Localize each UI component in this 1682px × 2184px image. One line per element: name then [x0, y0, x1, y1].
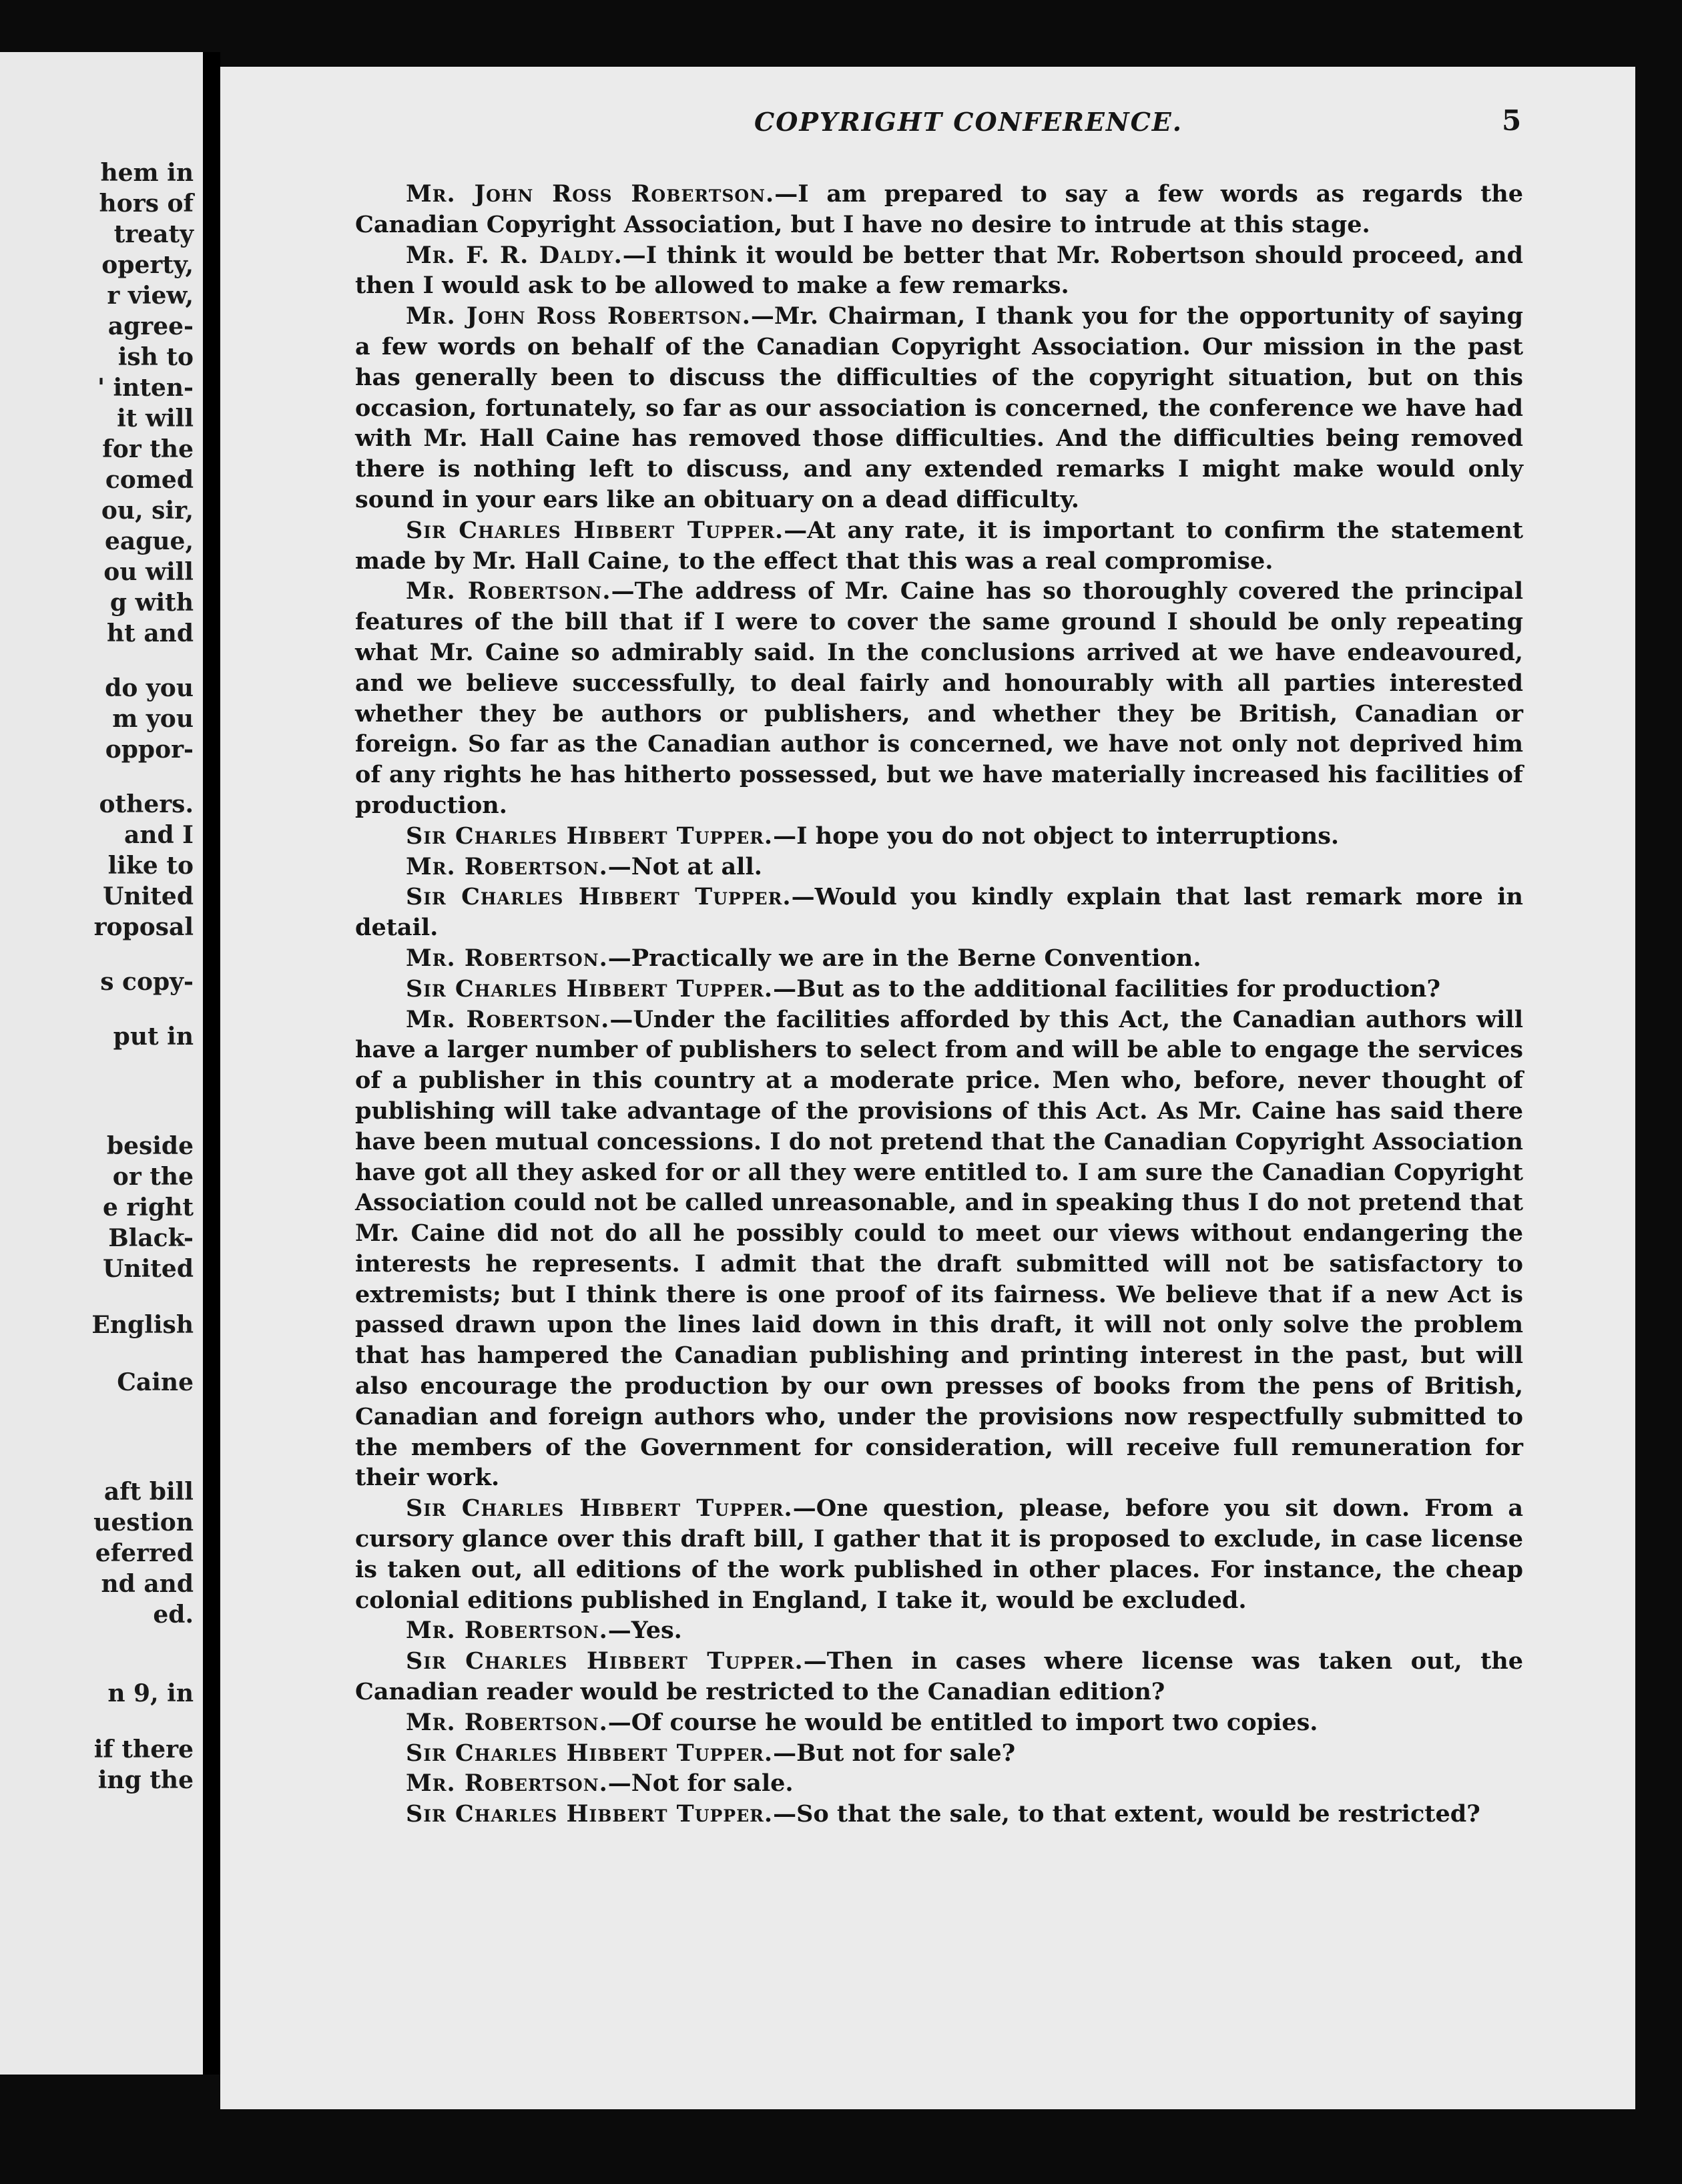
running-header-title: COPYRIGHT CONFERENCE.	[754, 107, 1183, 137]
left-page-line: g with	[109, 589, 194, 617]
left-page-line: agree-	[107, 312, 194, 340]
left-page-line: s copy-	[100, 968, 194, 996]
left-page-line: for the	[102, 435, 194, 463]
speaker-name: Mr. F. R. Daldy.	[406, 241, 623, 269]
left-page-line: m you	[112, 705, 194, 733]
speaker-name: Sir Charles Hibbert Tupper.	[406, 975, 774, 1003]
paragraph-text: —But as to the additional facilities for production?	[773, 975, 1441, 1003]
left-page-line: nd and	[101, 1570, 194, 1598]
left-page-line: e right	[102, 1193, 194, 1221]
speaker-name: Mr. Robertson.	[406, 1708, 608, 1736]
dialogue-paragraph	[355, 240, 1523, 302]
page-number: 5	[1502, 104, 1522, 137]
left-page-line: English	[91, 1311, 194, 1339]
speaker-name: Sir Charles Hibbert Tupper.	[406, 516, 784, 544]
dialogue-paragraph	[355, 943, 1523, 974]
left-page-line: beside	[106, 1132, 194, 1160]
dialogue-paragraph	[355, 974, 1523, 1005]
dialogue-paragraph	[355, 1738, 1523, 1769]
left-page-line: ht and	[106, 619, 194, 647]
dialogue-paragraph	[355, 1768, 1523, 1799]
left-page-line: eague,	[104, 527, 194, 555]
paragraph-text: —Not for sale.	[607, 1769, 794, 1798]
dialogue-paragraph	[355, 515, 1523, 577]
dialogue-paragraph	[355, 301, 1523, 515]
dialogue-paragraph	[355, 576, 1523, 820]
paragraph-text: —Practically we are in the Berne Convention.	[607, 944, 1201, 972]
left-page-line: r view,	[107, 282, 194, 310]
main-page	[220, 67, 1635, 2109]
speaker-name: Mr. Robertson.	[406, 852, 608, 880]
speaker-name: Mr. Robertson.	[406, 944, 608, 972]
left-page-line: or the	[112, 1163, 194, 1191]
paragraph-text: —Of course he would be entitled to import two copies.	[607, 1708, 1318, 1736]
speaker-name: Mr. Robertson.	[406, 577, 611, 605]
left-page-line: oppor-	[105, 736, 194, 764]
paragraph-text: —Not at all.	[607, 852, 762, 880]
left-page-line: aft bill	[103, 1478, 194, 1506]
left-page-line: hors of	[99, 190, 194, 218]
left-page-line: ed.	[153, 1601, 194, 1629]
left-page-line: put in	[113, 1023, 194, 1051]
paragraph-text: —One question, please, before you sit down. From a cursory glance over this draft bill, I gather that it is proposed to exclude, in case license is taken out, all editions of the work published in other places. For instance, the cheap colonial editions published in England, I take it, would be excluded.	[355, 1494, 1524, 1614]
speaker-name: Mr. Robertson.	[406, 1005, 610, 1033]
left-page-line: ish to	[117, 343, 194, 371]
left-page-line: ou will	[103, 558, 194, 586]
speaker-name: Mr. John Ross Robertson.	[406, 302, 751, 330]
left-page-line: operty,	[101, 251, 194, 279]
paragraph-text: —Under the facilities afforded by this Act, the Canadian authors will have a larger number of publishers to select from and will be able to engage the services of a publisher in this country at a moderate price. Men who, before, never thought of publishing will take advantage of the provisions of this Act. As Mr. Caine has said there have been mutual concessions. I do not pretend that the Canadian Copyright Association have got all they asked for or all they were entitled to. I am sure the Canadian Copyright Association could not be called unreasonable, and in speaking thus I do not pretend that Mr. Caine did not do all he possibly could to meet our views without endangering the interests he represents. I admit that the draft submitted will not be satisfactory to extremists; but I think there is one proof of its fairness. We believe that if a new Act is passed drawn upon the lines laid down in this draft, it will not only solve the problem that has hampered the Canadian publishing and printing interest in the past, but will also encourage the production by our own presses of books from the pens of British, Canadian and foreign authors who, under the provisions now respectfully submitted to the members of the Government for consideration, will receive full remuneration for their work.	[355, 1005, 1524, 1492]
paragraph-text: —But not for sale?	[773, 1739, 1016, 1767]
left-page-line: if there	[93, 1735, 194, 1763]
dialogue-paragraph	[355, 1493, 1523, 1615]
dialogue-paragraph	[355, 852, 1523, 882]
paragraph-text: —So that the sale, to that extent, would be restricted?	[773, 1800, 1480, 1828]
left-page-line: and I	[123, 821, 194, 849]
paragraph-text: —Would you kindly explain that last remark more in detail.	[355, 883, 1523, 942]
left-page-line: United	[103, 882, 194, 910]
speaker-name: Sir Charles Hibbert Tupper.	[406, 1494, 793, 1523]
speaker-name: Sir Charles Hibbert Tupper.	[406, 1647, 804, 1675]
speaker-name: Sir Charles Hibbert Tupper.	[406, 1800, 774, 1828]
left-page-line: ou, sir,	[101, 497, 194, 525]
paragraph-text: —Yes.	[607, 1617, 682, 1645]
dialogue-paragraph	[355, 1615, 1523, 1646]
paragraph-text: —The address of Mr. Caine has so thoroughly covered the principal features of the bill that if I were to cover the same ground I should be only repeating what Mr. Caine so admirably said. In the conclusions arrived at we have endeavoured, and we believe successfully, to deal fairly and honourably with all parties interested whether they be authors or publishers, and whether they be British, Canadian or foreign. So far as the Canadian author is concerned, we have not only not deprived him of any rights he has hitherto possessed, but we have materially increased his facilities of production.	[355, 577, 1524, 819]
dialogue-paragraph	[355, 179, 1523, 240]
left-page-line: uestion	[93, 1509, 194, 1537]
paragraph-text: —I hope you do not object to interruptions.	[773, 822, 1340, 850]
left-page-line: hem in	[100, 159, 194, 187]
left-page-line: treaty	[113, 220, 194, 248]
dialogue-paragraph	[355, 1707, 1523, 1738]
left-page-line: Black-	[108, 1224, 194, 1252]
speaker-name: Mr. John Ross Robertson.	[406, 180, 775, 208]
left-page-line: ing the	[97, 1766, 194, 1794]
paragraph-text: —I think it would be better that Mr. Robertson should proceed, and then I would ask to be allowed to make a few remarks.	[355, 241, 1523, 300]
paragraph-text: —At any rate, it is important to confirm the statement made by Mr. Hall Caine, to the effect that this was a real compromise.	[355, 516, 1524, 575]
left-page-line: eferred	[95, 1539, 194, 1567]
speaker-name: Mr. Robertson.	[406, 1617, 608, 1645]
left-page-line: Caine	[117, 1368, 194, 1396]
paragraph-text: —Then in cases where license was taken out, the Canadian reader would be restricted to the Canadian edition?	[355, 1647, 1523, 1706]
page-gutter	[203, 52, 220, 2075]
dialogue-paragraph	[355, 821, 1523, 852]
speaker-name: Sir Charles Hibbert Tupper.	[406, 883, 792, 911]
left-page-line: others.	[99, 790, 194, 818]
left-page-line: do you	[105, 674, 194, 702]
left-page-line: ' inten-	[97, 374, 194, 402]
paragraph-text: —Mr. Chairman, I thank you for the opportunity of saying a few words on behalf of the Canadian Copyright Association. Our mission in the past has generally been to discuss the difficulties of the copyright situation, but on this occasion, fortunately, so far as our association is concerned, the conference we have had with Mr. Hall Caine has removed those difficulties. And the difficulties being removed there is nothing left to discuss, and any extended remarks I might make would only sound in your ears like an obituary on a dead difficulty.	[355, 302, 1523, 513]
dialogue-paragraph	[355, 1646, 1523, 1707]
dialogue-paragraph	[355, 1799, 1523, 1830]
left-page-line: United	[103, 1255, 194, 1283]
paragraph-text: —I am prepared to say a few words as regards the Canadian Copyright Association, but I have no desire to intrude at this stage.	[355, 180, 1523, 238]
left-facing-page	[0, 52, 203, 2075]
left-page-line: comed	[105, 466, 194, 494]
speaker-name: Sir Charles Hibbert Tupper.	[406, 1739, 774, 1767]
left-page-line: it will	[117, 404, 194, 433]
left-page-line: n 9, in	[107, 1679, 194, 1707]
left-page-line: roposal	[93, 913, 194, 941]
speaker-name: Sir Charles Hibbert Tupper.	[406, 822, 774, 850]
left-page-line: like to	[107, 852, 194, 880]
page-body	[355, 179, 1523, 1830]
dialogue-paragraph	[355, 882, 1523, 943]
dialogue-paragraph	[355, 1005, 1523, 1494]
speaker-name: Mr. Robertson.	[406, 1769, 608, 1798]
